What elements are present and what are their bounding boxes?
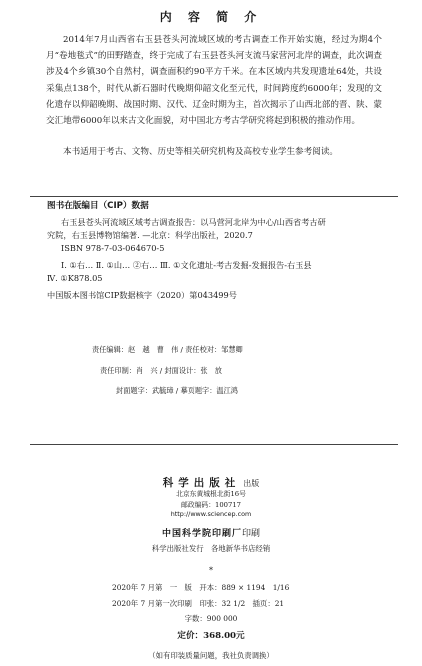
publisher-logo: 科学出版社 — [162, 477, 241, 489]
printer-row — [0, 526, 422, 539]
divider-bottom — [30, 444, 398, 445]
distribution: 科学出版社发行 各地新华书店经销 — [151, 544, 271, 553]
credit-editors: 责任编辑：赵 越 曹 伟 / 责任校对：邹慧卿 — [92, 345, 243, 354]
credit-print-cover: 责任印制：肖 兴 / 封面设计：张 放 — [100, 366, 222, 375]
printer-logo: 中国科学院印刷厂 — [161, 529, 242, 539]
spec-edition: 2020年 7 月第 一 版 开本：889 × 1194 1/16 — [112, 583, 290, 592]
separator-star: * — [209, 566, 213, 575]
credit-calligraphy: 封面题字：武毓璋 / 摹页题字：温江鸿 — [116, 386, 238, 395]
intro-paragraph-2: 本书适用于考古、文物、历史等相关研究机构及高校专业学生参考阅读。 — [63, 147, 339, 157]
spec-words: 字数：900 000 — [184, 614, 238, 623]
cip-class-line: Ⅳ. ①K878.05 — [47, 273, 103, 283]
publisher-suffix: 出版 — [243, 479, 260, 488]
spec-printing: 2020年 7 月第一次印刷 印张：32 1/2 插页：21 — [112, 599, 285, 608]
quality-notice: （如有印装质量问题，我社负责调换） — [148, 651, 274, 660]
price: 定价：368.00元 — [177, 631, 245, 641]
publisher-address: 北京东黄城根北街16号 — [176, 490, 246, 498]
printer-suffix: 印刷 — [242, 529, 261, 539]
publisher-website: http://www.sciencep.com — [170, 510, 252, 518]
cip-line: 右玉县苍头河流域区域考古调查报告：以马营河北岸为中心/山西省考古研 — [61, 217, 326, 227]
publisher-zip: 邮政编码：100717 — [181, 501, 241, 509]
cip-heading: 图书在版编目（CIP）数据 — [47, 201, 149, 211]
divider-top — [30, 196, 398, 197]
cip-record: 中国版本图书馆CIP数据核字（2020）第043499号 — [47, 290, 237, 300]
cip-line: 究院，右玉县博物馆编著. —北京：科学出版社，2020.7 — [47, 230, 253, 240]
cip-class-line: Ⅰ. ①右… Ⅱ. ①山… ②右… Ⅲ. ①文化遗址-考古发掘-发掘报告-右玉县 — [61, 260, 312, 270]
cip-block — [47, 216, 383, 302]
page-title: 内 容 简 介 — [159, 10, 263, 24]
intro-paragraph-1: 2014年7月山西省右玉县苍头河流域区域的考古调查工作开始实施，经过为期4个月“卷地毯式”的田野踏查，终于完成了右玉县苍头河支流马家营河北岸的调查，此次调查涉及4个乡镇30个自然村，调查面积约90平方千米。在本区域内共发现遗址64处，共设采集点138个，时代从新石器时代晚期仰韶文化至元代，时间跨度约6000年；发现的文化遗存以仰韶晚期、战国时期、汉代、辽金时期为主，首次揭示了山西北部的晋、陕、蒙交汇地带6000年以来古文化面貌，对中国北方考古学研究将起到积极的推动作用。 — [46, 35, 382, 127]
cip-isbn: ISBN 978-7-03-064670-5 — [61, 243, 165, 253]
